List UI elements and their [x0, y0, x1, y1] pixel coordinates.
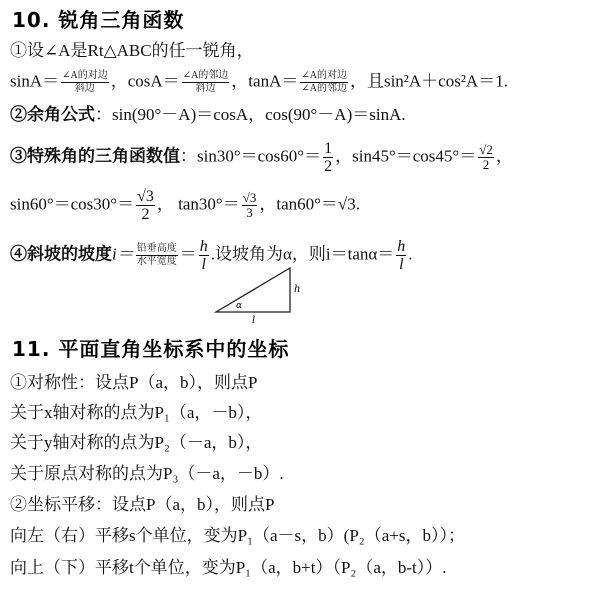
denominator: 斜边 [195, 83, 216, 94]
coord-line-1: ①对称性：设点P（a，b），则点P [10, 373, 258, 392]
h-over-l-fraction [199, 238, 209, 273]
line-trig-definitions [10, 70, 508, 95]
sin-fraction [61, 70, 109, 95]
numerator: √2 [479, 142, 493, 157]
equals: ＝ [179, 244, 197, 264]
period: . [408, 244, 413, 264]
coord-line-5: ②坐标平移：设点P（a，b），则点P [10, 495, 275, 514]
denominator: l [399, 256, 404, 273]
cos-fraction [182, 70, 230, 95]
numerator: ∠A的对边 [301, 70, 347, 81]
section-11-heading [12, 333, 289, 362]
sin30-text: ：sin30°＝cos60°＝ [180, 146, 322, 166]
denominator: 3 [246, 205, 253, 220]
section-number: 10. [12, 8, 51, 32]
denominator: l [201, 256, 206, 273]
coord-line-2: 关于x轴对称的点为P₁（a，－b）， [10, 403, 263, 422]
sin60-text: sin60°＝cos30°＝ [10, 194, 135, 214]
line-special-values-1 [10, 140, 513, 175]
numerator: ∠A的对边 [62, 70, 108, 81]
half-fraction [323, 140, 333, 175]
sin-label: sinA＝ [10, 71, 60, 91]
triangle-shape [216, 268, 290, 312]
slope-label: ④斜坡的坡度 [10, 244, 112, 264]
denominator: 斜边 [74, 83, 95, 94]
denominator: 2 [324, 158, 333, 175]
cos-label: ，cosA＝ [110, 71, 180, 91]
section-number: 11. [12, 337, 51, 361]
alpha-label: α [236, 301, 243, 311]
h-label: h [294, 284, 301, 295]
slope-triangle-diagram [210, 262, 310, 324]
section-title: 平面直角坐标系中的坐标 [58, 337, 290, 361]
section-title: 锐角三角函数 [58, 8, 185, 32]
tan30-fraction [242, 191, 258, 220]
identity-text: ，且sin²A＋cos²A＝1. [349, 71, 508, 91]
slope-angle-text: .设坡角为α，则i＝tanα＝ [210, 244, 395, 264]
tan-label: ，tanA＝ [231, 71, 299, 91]
line-special-values-2 [10, 188, 360, 223]
numerator: 1 [324, 140, 333, 157]
numerator: h [199, 238, 208, 255]
denominator: 水平宽度 [136, 256, 177, 267]
denominator: ∠A的邻边 [301, 83, 347, 94]
comma: ， [495, 146, 513, 166]
slope-i: i＝ [112, 244, 134, 264]
numerator: √3 [137, 188, 154, 205]
line-intro: ①设∠A是Rt△ABC的任一锐角， [10, 41, 254, 60]
root2-fraction [478, 143, 494, 172]
slope-ratio-fraction [136, 243, 178, 268]
numerator: h [397, 238, 406, 255]
coord-line-7: 向上（下）平移t个单位，变为P₁（a，b+t）（P₂（a，b-t））. [10, 558, 447, 577]
tan30-text: ， tan30°＝ [156, 194, 240, 214]
tan60-text: ，tan60°＝√3. [259, 194, 361, 214]
numerator: 铅垂高度 [136, 243, 177, 254]
h-over-l-fraction-2 [396, 238, 406, 273]
coord-line-4: 关于原点对称的点为P₃（－a，－b）. [10, 464, 284, 483]
complementary-formula: ：sin(90°－A)＝cosA，cos(90°－A)＝sinA. [95, 105, 406, 124]
denominator: 2 [141, 206, 150, 223]
coord-line-3: 关于y轴对称的点为P₂（－a，b）， [10, 433, 263, 452]
coord-line-6: 向左（右）平移s个单位，变为P₁（a－s，b）(P₂（a+s，b））； [10, 526, 465, 545]
complementary-label: ②余角公式 [10, 105, 95, 124]
denominator: 2 [482, 157, 490, 172]
tan-fraction [300, 70, 348, 95]
numerator: ∠A的邻边 [182, 70, 229, 81]
numerator: √3 [242, 190, 257, 205]
section-10-heading [12, 4, 184, 33]
special-values-label: ③特殊角的三角函数值 [10, 146, 180, 166]
sin45-text: ，sin45°＝cos45°＝ [335, 146, 477, 166]
root3-fraction [136, 188, 155, 223]
l-label: l [252, 315, 256, 324]
line-complementary [10, 104, 406, 126]
